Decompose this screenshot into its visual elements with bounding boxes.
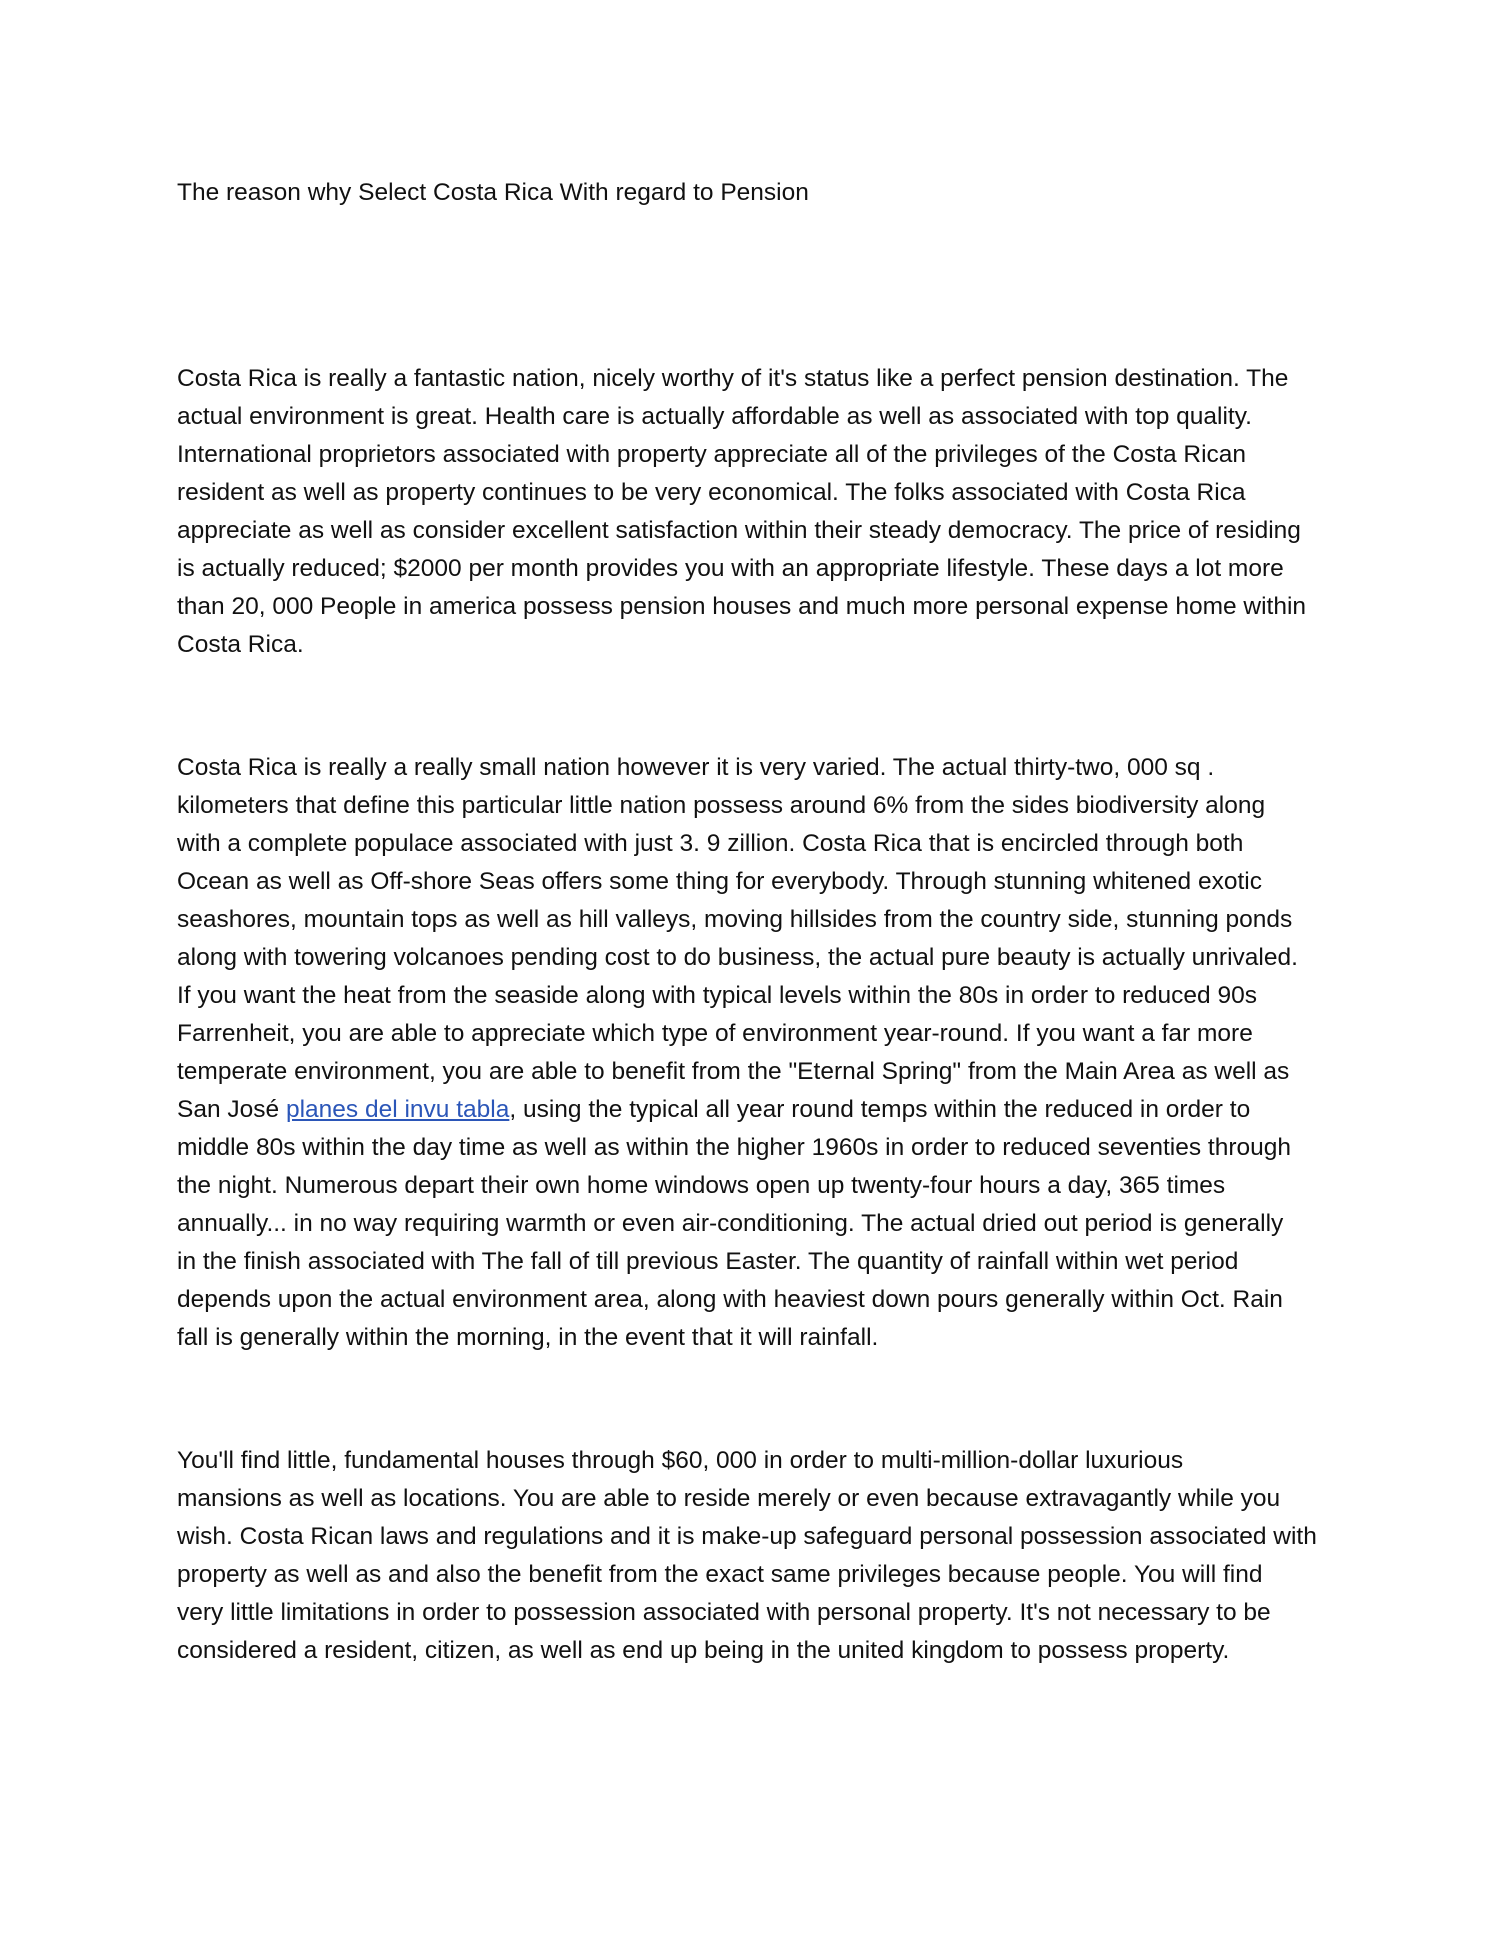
paragraph-line: very little limitations in order to possession associated with personal property. It's not necessary to be — [177, 1599, 1271, 1626]
paragraph-3 — [177, 1442, 1327, 1670]
paragraph-line-with-link — [177, 1091, 1327, 1129]
paragraph-line: considered a resident, citizen, as well as end up being in the united kingdom to possess property. — [177, 1637, 1230, 1664]
paragraph-line: fall is generally within the morning, in the event that it will rainfall. — [177, 1324, 879, 1351]
paragraph-line: actual environment is great. Health care is actually affordable as well as associated with top quality. — [177, 403, 1252, 430]
paragraph-line: than 20, 000 People in america possess pension houses and much more personal expense home within — [177, 593, 1307, 620]
paragraph-line: appreciate as well as consider excellent satisfaction within their steady democracy. The price of residing — [177, 517, 1301, 544]
paragraph-line: property as well as and also the benefit from the exact same privileges because people. You will find — [177, 1561, 1263, 1588]
paragraph-line: with a complete populace associated with just 3. 9 zillion. Costa Rica that is encircled through both — [177, 830, 1244, 857]
paragraph-line: Ocean as well as Off-shore Seas offers some thing for everybody. Through stunning whitened exotic — [177, 868, 1262, 895]
paragraph-line: Costa Rica. — [177, 631, 304, 658]
paragraph-line: If you want the heat from the seaside along with typical levels within the 80s in order to reduced 90s — [177, 982, 1257, 1009]
paragraph-line: seashores, mountain tops as well as hill valleys, moving hillsides from the country side, stunning ponds — [177, 906, 1293, 933]
paragraph-line: in the finish associated with The fall of till previous Easter. The quantity of rainfall within wet period — [177, 1248, 1239, 1275]
paragraph-line: kilometers that define this particular little nation possess around 6% from the sides biodiversity along — [177, 792, 1266, 819]
link-preceding-text: San José — [177, 1096, 286, 1123]
paragraph-line: Farrenheit, you are able to appreciate which type of environment year-round. If you want a far more — [177, 1020, 1253, 1047]
paragraph-1 — [177, 360, 1327, 664]
paragraph-line: is actually reduced; $2000 per month provides you with an appropriate lifestyle. These days a lot more — [177, 555, 1284, 582]
paragraph-line: depends upon the actual environment area, along with heaviest down pours generally within Oct. Rain — [177, 1286, 1283, 1313]
link-following-text: , using the typical all year round temps within the reduced in order to — [509, 1096, 1251, 1123]
paragraph-line: You'll find little, fundamental houses through $60, 000 in order to multi-million-dollar luxurious — [177, 1447, 1184, 1474]
planes-del-invu-tabla-link[interactable]: planes del invu tabla — [285, 1096, 510, 1123]
paragraph-line: Costa Rica is really a really small nation however it is very varied. The actual thirty-two, 000 sq . — [177, 754, 1215, 781]
paragraph-line: temperate environment, you are able to benefit from the "Eternal Spring" from the Main Area as well as — [177, 1058, 1290, 1085]
paragraph-line: along with towering volcanoes pending cost to do business, the actual pure beauty is actually unrivaled. — [177, 944, 1298, 971]
document-title: The reason why Select Costa Rica With regard to Pension — [177, 179, 809, 206]
paragraph-line: wish. Costa Rican laws and regulations and it is make-up safeguard personal possession associated with — [177, 1523, 1317, 1550]
paragraph-line: middle 80s within the day time as well as within the higher 1960s in order to reduced seventies through — [177, 1134, 1292, 1161]
paragraph-line: the night. Numerous depart their own home windows open up twenty-four hours a day, 365 times — [177, 1172, 1226, 1199]
paragraph-line: resident as well as property continues to be very economical. The folks associated with Costa Rica — [177, 479, 1246, 506]
paragraph-line: International proprietors associated with property appreciate all of the privileges of the Costa Rican — [177, 441, 1247, 468]
paragraph-line: Costa Rica is really a fantastic nation, nicely worthy of it's status like a perfect pension destination. The — [177, 365, 1289, 392]
paragraph-2 — [177, 749, 1327, 1357]
paragraph-line: mansions as well as locations. You are able to reside merely or even because extravagantly while you — [177, 1485, 1281, 1512]
paragraph-line: annually... in no way requiring warmth or even air-conditioning. The actual dried out period is generally — [177, 1210, 1284, 1237]
